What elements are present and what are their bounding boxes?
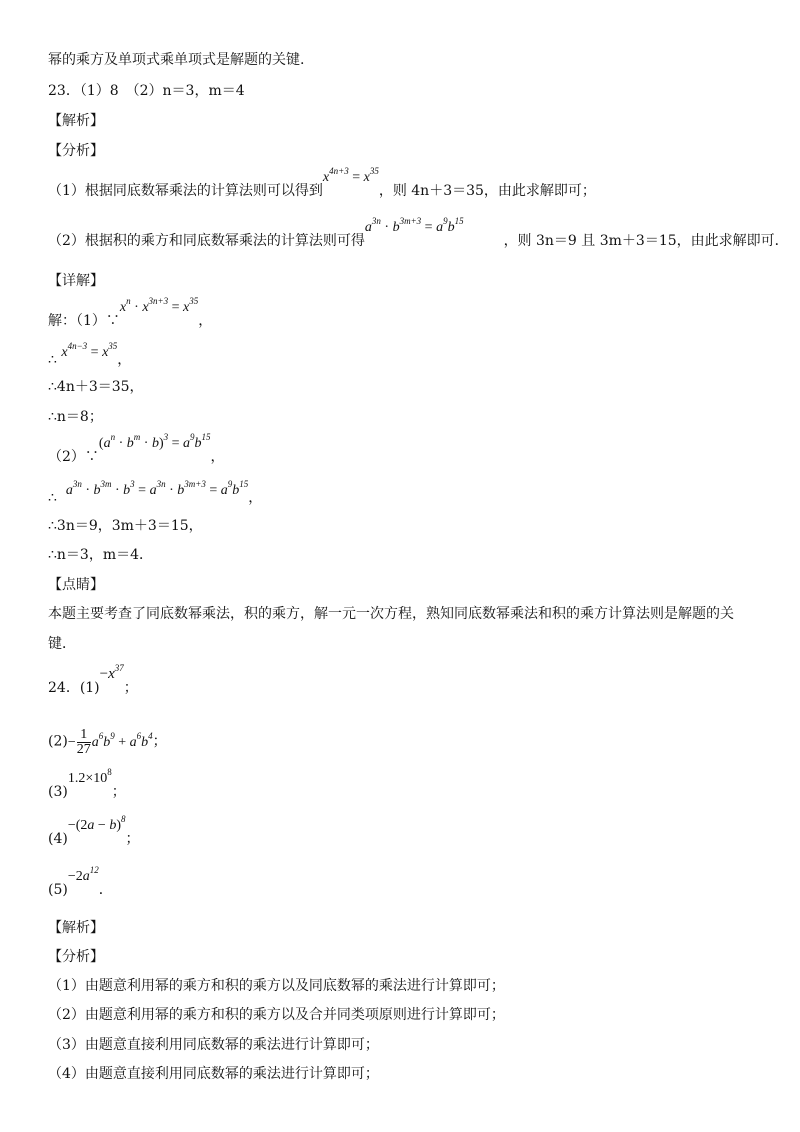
solution-line: ∴4n＋3＝35， (48, 379, 144, 395)
solution-line: ∴ $x^{4n-3} = x^{35}$， (48, 341, 132, 368)
answer-label: (4) (48, 831, 68, 847)
answer-23-text: 23．（1）8 （2）n＝3，m＝4 (48, 83, 245, 99)
text-line: 幂的乘方及单项式乘单项式是解题的关键. (48, 52, 305, 68)
answer-label: (5) (48, 882, 68, 898)
answer-24-4: $(4)-(2a - b)^8$； (48, 814, 140, 847)
analysis-line: （1）由题意利用幂的乘方和积的乘方以及同底数幂的乘法进行计算即可； (48, 978, 505, 994)
answer-label: (2) (48, 733, 68, 750)
formula: $-2a^{12}$ (67, 865, 99, 884)
answer-label: (3) (48, 784, 68, 800)
solution-line: ∴n＝8； (48, 409, 103, 425)
formula: $-x^{37}$ (99, 663, 124, 682)
formula: $x^{4n+3} = x^{35}$ (322, 166, 379, 185)
section-heading: 【点睛】 (48, 577, 104, 593)
analysis-1 (48, 166, 596, 202)
analysis-text: ，则 4n＋3＝35，由此求解即可； (378, 183, 596, 199)
solution-line: 解：$(1)\because x^n \cdot x^{3n+3} = x^{35}$， (48, 296, 213, 329)
analysis-line: （4）由题意直接利用同底数幂的乘法进行计算即可； (48, 1066, 379, 1082)
solution-text: ∴ (48, 490, 57, 506)
analysis-text: ，则 3n＝9 且 3m＋3＝15，由此求解即可． (503, 233, 789, 249)
section-heading: 【分析】 (48, 143, 104, 159)
solution-line: ∴n＝3，m＝4． (48, 547, 154, 563)
analysis-2 (48, 216, 789, 252)
formula: $a^{3n} \cdot b^{3m} \cdot b^3 = a^{3n} \cdot b^{3m+3} = a^9b^{15}$ (65, 479, 249, 498)
solution-line: $(2)\because(a^n \cdot b^m \cdot b)^3 = a^9b^{15}$， (48, 432, 225, 465)
answer-24-3: $(3)1.2\times 10^8$； (48, 767, 126, 800)
formula: $a^{3n} \cdot b^{3m+3} = a^9b^{15}$ (364, 216, 464, 235)
section-heading: 【分析】 (48, 949, 104, 965)
section-heading: 【详解】 (48, 273, 104, 289)
analysis-text: （1）根据同底数幂乘法的计算法则可以得到 (48, 183, 323, 199)
analysis-line: （2）由题意利用幂的乘方和积的乘方以及合并同类项原则进行计算即可； (48, 1007, 505, 1023)
answer-24-5: $(5)-2a^{12}$． (48, 865, 113, 898)
solution-text: 解：（1）∵ (48, 313, 120, 329)
formula: − $\frac{1}{27}$ $a^6b^9 + a^6b^4$ (67, 727, 153, 757)
solution-line: ∴3n＝9，3m＋3＝15， (48, 518, 203, 534)
section-heading: 【解析】 (48, 113, 104, 129)
answer-24-2: (2)− $\frac{1}{27}$ $a^6b^9 + a^6b^4$； (48, 727, 167, 757)
comment-line: 本题主要考查了同底数幂乘法，积的乘方，解一元一次方程，熟知同底数幂乘法和积的乘方计算法则是解题的关 (48, 606, 734, 622)
formula: $1.2\times 10^8$ (67, 767, 112, 786)
formula: $-(2a - b)^8$ (67, 814, 126, 833)
formula: $x^n \cdot x^{3n+3} = x^{35}$ (119, 296, 199, 315)
solution-text: （2）∵ (48, 449, 99, 465)
answer-24-label: 24．(1) (48, 680, 100, 696)
answer-23 (48, 81, 245, 101)
answer-24-1: 24．$(1)-x^{37}$； (48, 663, 138, 696)
formula: $x^{4n-3} = x^{35}$ (61, 341, 118, 360)
formula: $(a^n \cdot b^m \cdot b)^3 = a^9b^{15}$ (98, 432, 211, 451)
analysis-line: （3）由题意直接利用同底数幂的乘法进行计算即可； (48, 1037, 379, 1053)
solution-text: ∴ (48, 352, 57, 368)
analysis-text: （2）根据积的乘方和同底数幂乘法的计算法则可得 (48, 233, 365, 249)
solution-line: ∴ $a^{3n} \cdot b^{3m} \cdot b^3 = a^{3n} \cdot b^{3m+3} = a^9b^{15}$， (48, 479, 263, 506)
comment-line: 键． (48, 636, 76, 652)
section-heading: 【解析】 (48, 920, 104, 936)
